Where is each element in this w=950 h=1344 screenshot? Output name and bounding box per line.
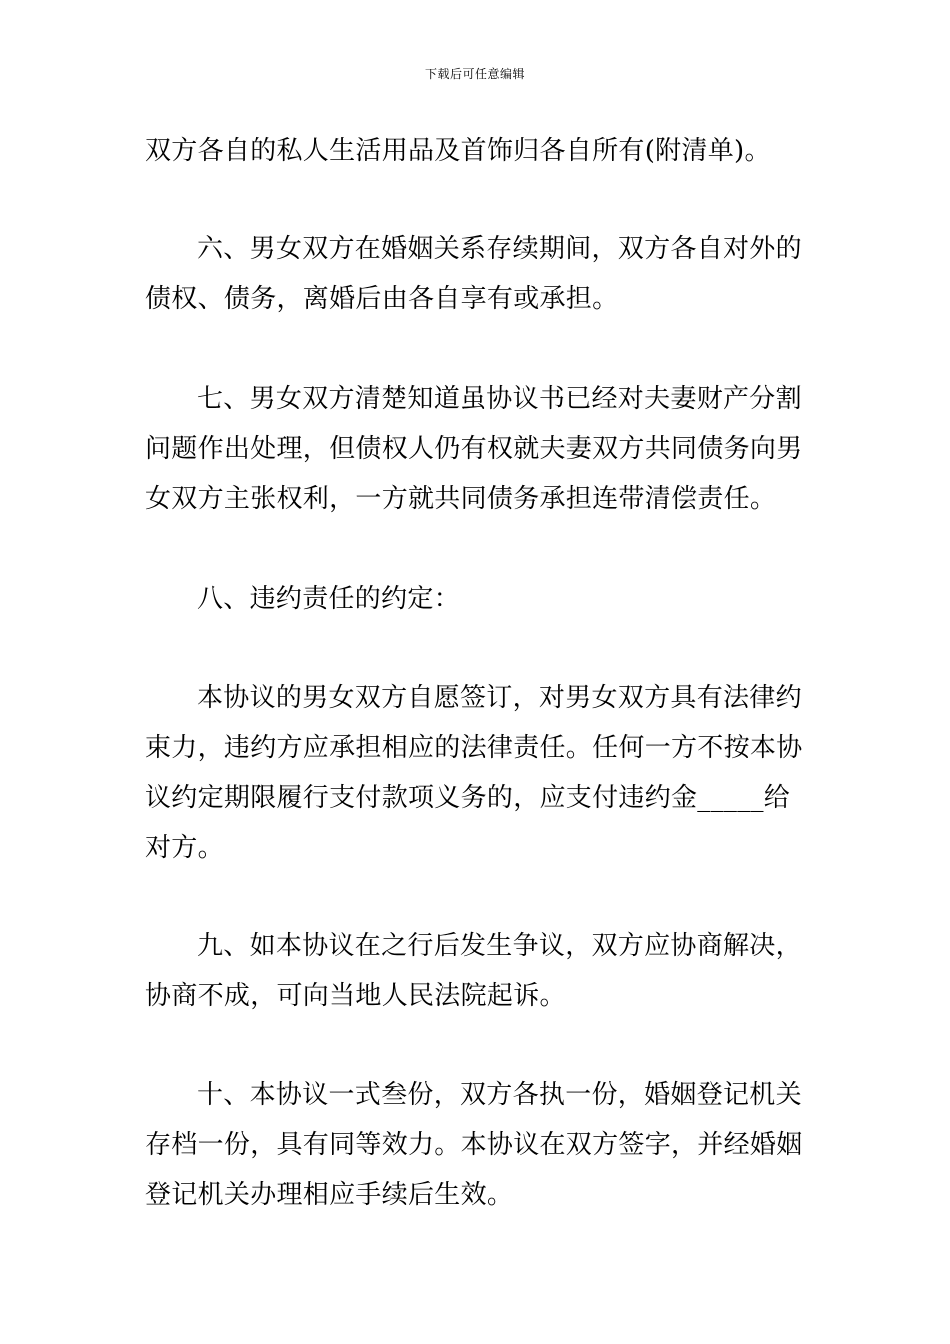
- paragraph-clause-6-debts: 六、男女双方在婚姻关系存续期间，双方各自对外的债权、债务，离婚后由各自享有或承担。: [145, 234, 802, 314]
- paragraph-clause-9-disputes: 九、如本协议在之行后发生争议，双方应协商解决，协商不成，可向当地人民法院起诉。: [145, 931, 802, 1011]
- paragraph-personal-items: 双方各自的私人生活用品及首饰归各自所有(附清单)。: [145, 136, 771, 166]
- paragraph-clause-10-copies: 十、本协议一式叁份，双方各执一份，婚姻登记机关存档一份，具有同等效力。本协议在双方签字，并经婚姻登记机关办理相应手续后生效。: [145, 1080, 803, 1210]
- paragraph-clause-8-heading: 八、违约责任的约定：: [197, 584, 461, 614]
- paragraph-clause-7-joint-debts: 七、男女双方清楚知道虽协议书已经对夫妻财产分割问题作出处理，但债权人仍有权就夫妻双方共同债务向男女双方主张权利，一方就共同债务承担连带清偿责任。: [145, 384, 803, 514]
- paragraph-clause-8-liability: 本协议的男女双方自愿签订，对男女双方具有法律约束力，违约方应承担相应的法律责任。任何一方不按本协议约定期限履行支付款项义务的，应支付违约金_____给对方。: [145, 683, 803, 863]
- page-header: 下载后可任意编辑: [424, 67, 525, 81]
